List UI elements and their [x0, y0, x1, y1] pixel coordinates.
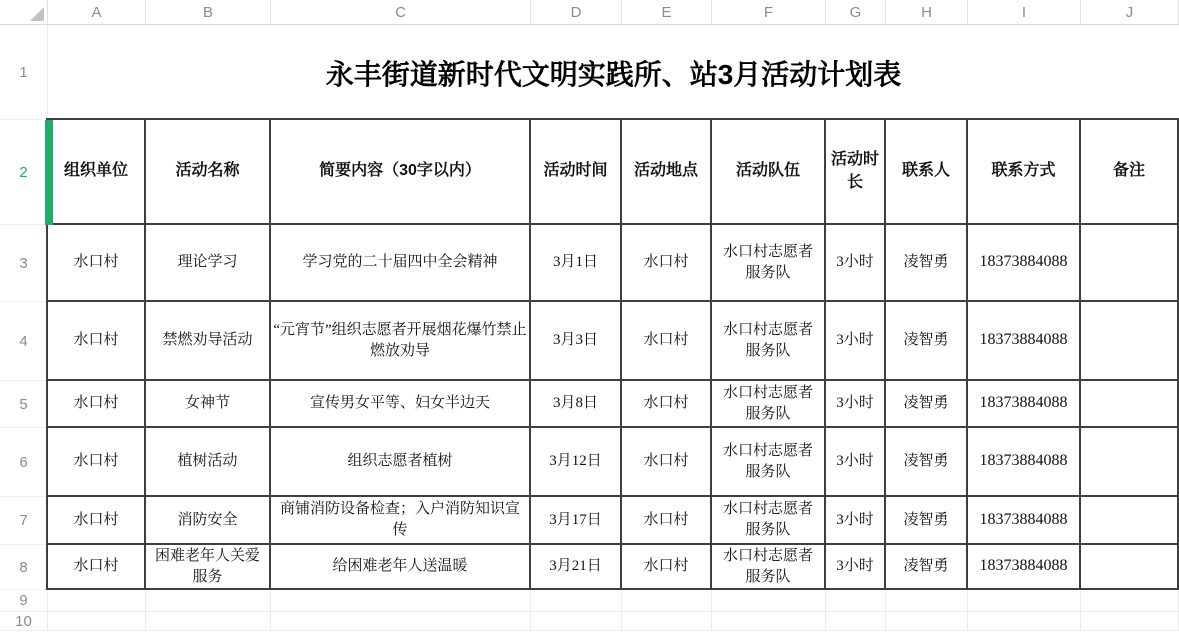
table-cell[interactable]: 水口村志愿者服务队 [712, 428, 826, 497]
empty-cell[interactable] [1081, 590, 1179, 611]
table-cell[interactable]: 水口村 [622, 302, 712, 381]
table-cell[interactable] [1081, 428, 1179, 497]
table-cell[interactable]: 3月8日 [531, 381, 622, 428]
empty-cell[interactable] [968, 612, 1081, 630]
column-header-i[interactable]: I [968, 0, 1081, 24]
table-cell[interactable]: 凌智勇 [886, 381, 968, 428]
table-cell[interactable] [1081, 497, 1179, 545]
table-cell[interactable] [1081, 545, 1179, 590]
column-header-j[interactable]: J [1081, 0, 1179, 24]
table-cell[interactable]: 凌智勇 [886, 545, 968, 590]
empty-cell[interactable] [886, 612, 968, 630]
table-cell[interactable]: 凌智勇 [886, 302, 968, 381]
row-header-8[interactable]: 8 [0, 545, 48, 590]
table-cell[interactable]: 宣传男女平等、妇女半边天 [271, 381, 531, 428]
table-cell[interactable]: 水口村 [48, 545, 146, 590]
table-cell[interactable]: 水口村 [48, 428, 146, 497]
table-cell[interactable]: 3月17日 [531, 497, 622, 545]
empty-cell[interactable] [622, 590, 712, 611]
table-cell[interactable]: 3小时 [826, 428, 886, 497]
table-cell[interactable]: 水口村志愿者服务队 [712, 225, 826, 302]
table-cell[interactable]: 水口村 [48, 497, 146, 545]
selected-row-indicator [45, 120, 53, 225]
row-header-2[interactable]: 2 [0, 120, 48, 225]
table-cell[interactable]: 水口村 [48, 381, 146, 428]
row-header-5[interactable]: 5 [0, 381, 48, 428]
table-cell[interactable]: 水口村 [48, 225, 146, 302]
table-cell[interactable] [1081, 225, 1179, 302]
table-cell[interactable]: 水口村 [622, 225, 712, 302]
column-header-g[interactable]: G [826, 0, 886, 24]
row-header-7[interactable]: 7 [0, 497, 48, 545]
table-cell[interactable]: 3小时 [826, 545, 886, 590]
table-cell[interactable]: 水口村志愿者服务队 [712, 302, 826, 381]
table-cell[interactable]: 3月3日 [531, 302, 622, 381]
table-cell[interactable]: 18373884088 [968, 225, 1081, 302]
row-header-6[interactable]: 6 [0, 428, 48, 497]
table-cell[interactable]: 3月12日 [531, 428, 622, 497]
header-cell[interactable]: 简要内容（30字以内） [271, 120, 531, 225]
empty-cell[interactable] [886, 590, 968, 611]
table-cell[interactable]: 凌智勇 [886, 225, 968, 302]
row-header-3[interactable]: 3 [0, 225, 48, 302]
table-cell[interactable]: 消防安全 [146, 497, 271, 545]
empty-cell[interactable] [712, 590, 826, 611]
header-cell[interactable]: 活动时长 [826, 120, 886, 225]
table-cell[interactable]: 水口村志愿者服务队 [712, 381, 826, 428]
table-cell[interactable]: 困难老年人关爱服务 [146, 545, 271, 590]
column-header-c[interactable]: C [271, 0, 531, 24]
header-cell[interactable]: 组织单位 [48, 120, 146, 225]
header-cell[interactable]: 活动时间 [531, 120, 622, 225]
column-header-strip [0, 0, 1179, 25]
table-cell[interactable]: 给困难老年人送温暖 [271, 545, 531, 590]
column-header-a[interactable]: A [48, 0, 146, 24]
row-number-column [0, 25, 48, 631]
table-cell[interactable]: 18373884088 [968, 302, 1081, 381]
empty-cell[interactable] [1081, 612, 1179, 630]
table-cell[interactable]: 水口村 [48, 302, 146, 381]
column-header-f[interactable]: F [712, 0, 826, 24]
table-cell[interactable]: 凌智勇 [886, 428, 968, 497]
header-cell[interactable]: 联系人 [886, 120, 968, 225]
row-header-9[interactable]: 9 [0, 590, 48, 612]
empty-cell[interactable] [531, 612, 622, 630]
table-cell[interactable] [1081, 381, 1179, 428]
select-all-corner[interactable] [0, 0, 48, 24]
table-cell[interactable]: 3小时 [826, 381, 886, 428]
empty-cell[interactable] [622, 612, 712, 630]
table-cell[interactable]: 18373884088 [968, 545, 1081, 590]
table-cell[interactable]: 18373884088 [968, 428, 1081, 497]
row-header-4[interactable]: 4 [0, 302, 48, 381]
table-cell[interactable]: 水口村志愿者服务队 [712, 545, 826, 590]
column-header-d[interactable]: D [531, 0, 622, 24]
table-cell[interactable] [1081, 302, 1179, 381]
table-cell[interactable]: 理论学习 [146, 225, 271, 302]
table-cell[interactable]: 3小时 [826, 497, 886, 545]
table-cell[interactable]: 水口村 [622, 545, 712, 590]
empty-cell[interactable] [146, 612, 271, 630]
empty-cell[interactable] [826, 590, 886, 611]
table-cell[interactable]: 水口村 [622, 428, 712, 497]
empty-row[interactable] [48, 612, 1179, 631]
table-cell[interactable]: 凌智勇 [886, 497, 968, 545]
empty-cell[interactable] [968, 590, 1081, 611]
table-cell[interactable]: 女神节 [146, 381, 271, 428]
table-cell[interactable]: 3小时 [826, 225, 886, 302]
table-cell[interactable]: 3月21日 [531, 545, 622, 590]
empty-cell[interactable] [48, 612, 146, 630]
header-cell[interactable]: 活动名称 [146, 120, 271, 225]
table-cell[interactable]: 18373884088 [968, 497, 1081, 545]
header-cell[interactable]: 活动地点 [622, 120, 712, 225]
activity-table [46, 118, 1179, 590]
column-header-e[interactable]: E [622, 0, 712, 24]
table-cell[interactable]: 禁燃劝导活动 [146, 302, 271, 381]
table-cell[interactable]: 18373884088 [968, 381, 1081, 428]
empty-cell[interactable] [146, 590, 271, 611]
row-header-1[interactable]: 1 [0, 25, 48, 120]
empty-rows-gridlines [48, 590, 1179, 631]
empty-cell[interactable] [48, 590, 146, 611]
table-cell[interactable]: “元宵节”组织志愿者开展烟花爆竹禁止燃放劝导 [271, 302, 531, 381]
empty-cell[interactable] [531, 590, 622, 611]
empty-cell[interactable] [271, 590, 531, 611]
table-cell[interactable]: 植树活动 [146, 428, 271, 497]
column-header-b[interactable]: B [146, 0, 271, 24]
row-header-10[interactable]: 10 [0, 612, 48, 631]
empty-row[interactable] [48, 590, 1179, 612]
table-cell[interactable]: 商铺消防设备检查；入户消防知识宣传 [271, 497, 531, 545]
column-header-h[interactable]: H [886, 0, 968, 24]
table-cell[interactable]: 水口村志愿者服务队 [712, 497, 826, 545]
empty-cell[interactable] [712, 612, 826, 630]
select-all-triangle-icon [30, 7, 44, 21]
table-cell[interactable]: 水口村 [622, 381, 712, 428]
empty-cell[interactable] [826, 612, 886, 630]
header-cell[interactable]: 活动队伍 [712, 120, 826, 225]
sheet-title-cell[interactable]: 永丰街道新时代文明实践所、站3月活动计划表 [325, 58, 902, 90]
header-cell[interactable]: 联系方式 [968, 120, 1081, 225]
table-cell[interactable]: 3月1日 [531, 225, 622, 302]
table-cell[interactable]: 水口村 [622, 497, 712, 545]
empty-cell[interactable] [271, 612, 531, 630]
header-cell[interactable]: 备注 [1081, 120, 1179, 225]
table-cell[interactable]: 3小时 [826, 302, 886, 381]
table-cell[interactable]: 组织志愿者植树 [271, 428, 531, 497]
table-cell[interactable]: 学习党的二十届四中全会精神 [271, 225, 531, 302]
